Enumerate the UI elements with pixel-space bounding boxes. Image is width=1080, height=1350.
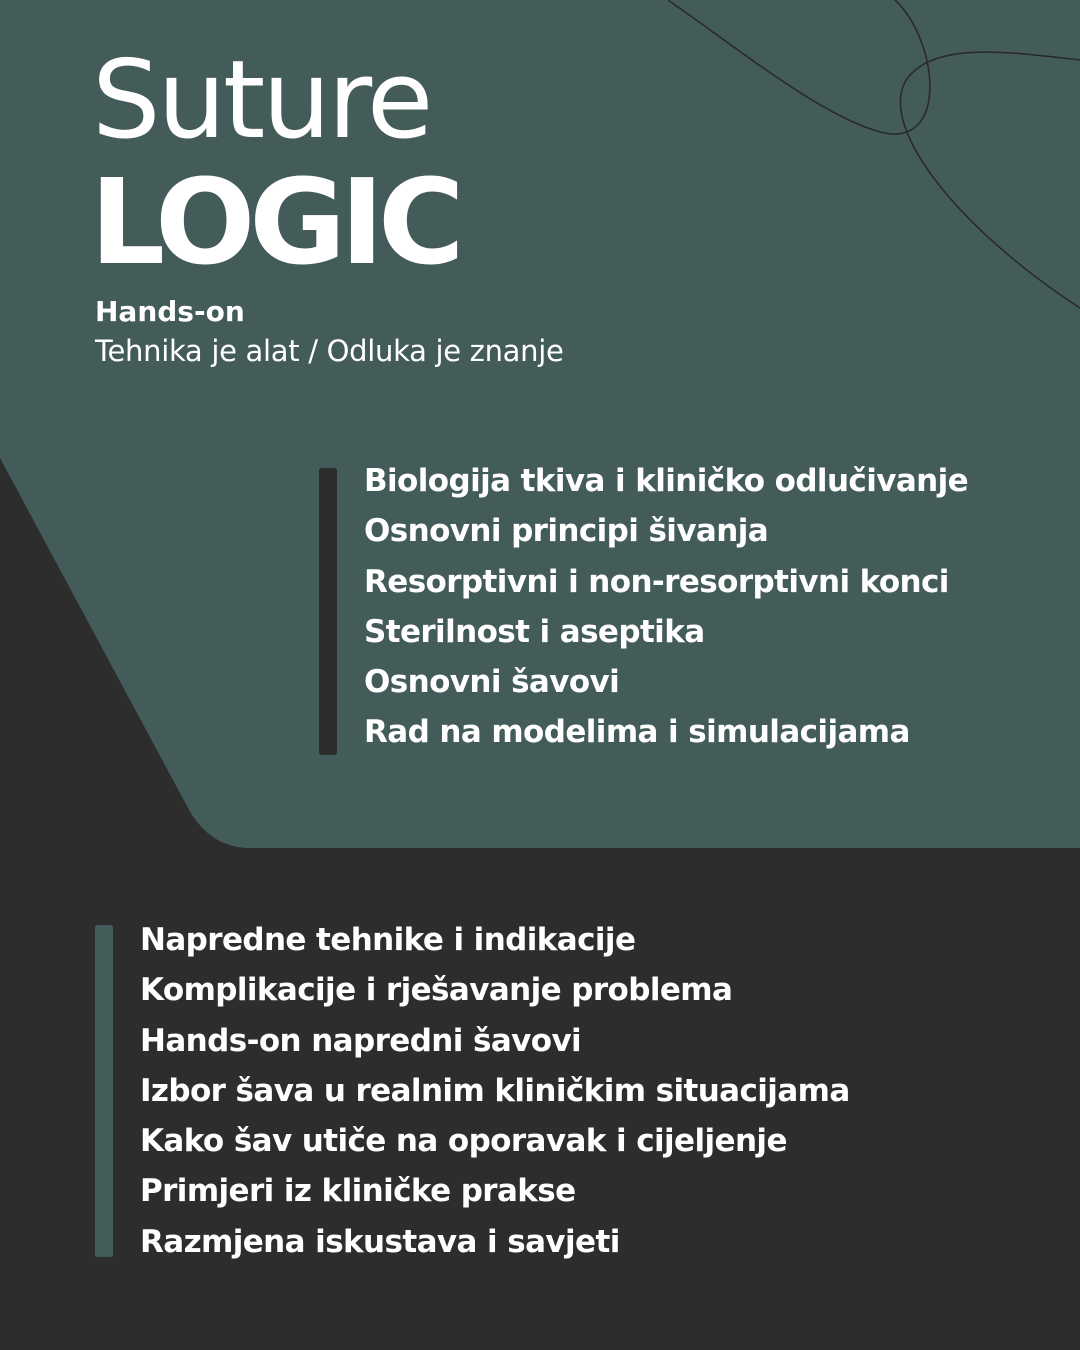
list-item: Osnovni principi šivanja (364, 513, 769, 550)
topic-list (140, 915, 850, 1267)
list-item: Hands-on napredni šavovi (140, 1022, 582, 1059)
list-item: Napredne tehnike i indikacije (140, 922, 636, 958)
list-item: Resorptivni i non-resorptivni konci (364, 563, 949, 600)
title-suture: Suture (92, 38, 431, 163)
topic-list (364, 456, 968, 758)
accent-bar (319, 468, 337, 755)
list-item: Rad na modelima i simulacijama (364, 714, 910, 751)
list-item: Razmjena iskustava i savjeti (140, 1223, 620, 1260)
list-item: Biologija tkiva i kliničko odlučivanje (364, 463, 969, 499)
subtitle-hands-on: Hands-on (95, 295, 245, 328)
list-item: Primjeri iz kliničke prakse (140, 1173, 576, 1210)
tagline: Tehnika je alat / Odluka je znanje (95, 334, 564, 368)
list-item: Komplikacije i rješavanje problema (140, 972, 733, 1009)
accent-bar (95, 925, 113, 1257)
list-item: Kako šav utiče na oporavak i cijeljenje (140, 1123, 787, 1160)
list-item: Sterilnost i aseptika (364, 613, 705, 650)
list-item: Izbor šava u realnim kliničkim situacijama (140, 1072, 850, 1109)
list-item: Osnovni šavovi (364, 664, 620, 701)
title-logic: LOGIC (90, 153, 459, 291)
